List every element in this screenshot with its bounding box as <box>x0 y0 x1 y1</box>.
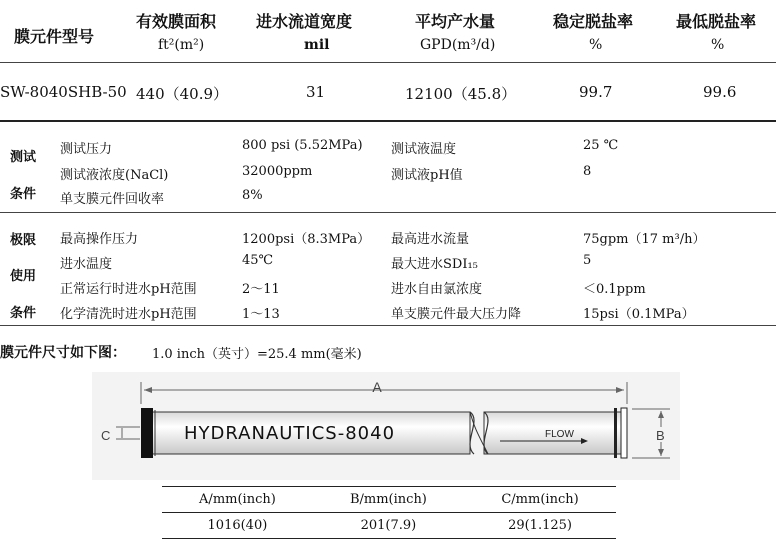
limit-value: ＜0.1ppm <box>583 282 646 297</box>
flow-label: FLOW <box>545 429 574 440</box>
label-c: C <box>101 428 111 443</box>
limit-value: 2～11 <box>242 282 280 297</box>
header-area-unit: ft²(m²) <box>158 37 205 53</box>
dim-value-b: 201(7.9) <box>313 513 464 539</box>
dim-header-b: B/mm(inch) <box>313 487 464 513</box>
limit-value: 1～13 <box>242 307 280 322</box>
header-min-rejection: 最低脱盐率 <box>676 12 757 31</box>
dim-header-a: A/mm(inch) <box>162 487 313 513</box>
dimension-table <box>162 486 616 539</box>
end-cap-left <box>141 408 153 458</box>
test-key: 测试液浓度(NaCl) <box>60 168 169 183</box>
end-cap-right <box>614 408 617 458</box>
limit-key: 单支膜元件最大压力降 <box>391 307 522 322</box>
header-min-unit: % <box>711 37 725 53</box>
dim-header-c: C/mm(inch) <box>464 487 616 513</box>
limit-value: 45℃ <box>242 253 274 268</box>
cell-flow: 12100（45.8） <box>405 85 517 103</box>
test-label-2: 条件 <box>10 187 37 202</box>
limit-value: 15psi（0.1MPa） <box>583 307 695 322</box>
label-a: A <box>372 379 382 395</box>
limit-key: 正常运行时进水pH范围 <box>60 282 197 297</box>
limit-value: 75gpm（17 m³/h） <box>583 232 706 247</box>
dimension-title: 膜元件尺寸如下图： <box>0 345 126 361</box>
limit-key: 进水温度 <box>60 257 113 272</box>
cell-min: 99.6 <box>703 83 737 101</box>
dimension-note: 1.0 inch（英寸）=25.4 mm(毫米) <box>152 347 362 362</box>
test-key: 测试液温度 <box>391 142 457 157</box>
limit-label-3: 条件 <box>10 306 37 321</box>
test-value: 8% <box>242 188 263 203</box>
test-value: 32000ppm <box>242 164 313 179</box>
limit-key: 化学清洗时进水pH范围 <box>60 307 197 322</box>
limit-label-1: 极限 <box>10 233 37 248</box>
test-key: 单支膜元件回收率 <box>60 192 165 207</box>
limit-key: 最高进水流量 <box>391 232 470 247</box>
limit-label-2: 使用 <box>10 269 37 284</box>
element-name: HYDRANAUTICS-8040 <box>184 423 396 444</box>
test-value: 8 <box>583 164 592 179</box>
test-value: 25 ℃ <box>583 138 619 153</box>
limit-key: 最高操作压力 <box>60 232 139 247</box>
test-key: 测试液pH值 <box>391 168 463 183</box>
header-stable-rejection: 稳定脱盐率 <box>553 12 634 31</box>
header-model: 膜元件型号 <box>14 27 95 46</box>
test-value: 800 psi (5.52MPa) <box>242 138 363 153</box>
header-channel: 进水流道宽度 <box>256 12 353 31</box>
test-key: 测试压力 <box>60 142 113 157</box>
cell-channel: 31 <box>306 83 326 101</box>
header-area: 有效膜面积 <box>136 12 217 31</box>
header-flow-unit: GPD(m³/d) <box>420 37 496 53</box>
header-stable-unit: % <box>589 37 603 53</box>
label-b: B <box>656 428 665 443</box>
cell-model: SW-8040SHB-50 <box>0 83 127 101</box>
header-flow: 平均产水量 <box>415 12 496 31</box>
cell-stable: 99.7 <box>579 83 613 101</box>
limit-value: 1200psi（8.3MPa） <box>242 232 371 247</box>
limit-key: 最大进水SDI₁₅ <box>391 257 478 272</box>
header-channel-unit: mil <box>304 37 330 53</box>
dim-value-a: 1016(40) <box>162 513 313 539</box>
cell-area: 440（40.9） <box>136 85 229 103</box>
limit-key: 进水自由氯浓度 <box>391 282 483 297</box>
test-label-1: 测试 <box>10 150 37 165</box>
dim-value-c: 29(1.125) <box>464 513 616 539</box>
limit-value: 5 <box>583 253 592 268</box>
